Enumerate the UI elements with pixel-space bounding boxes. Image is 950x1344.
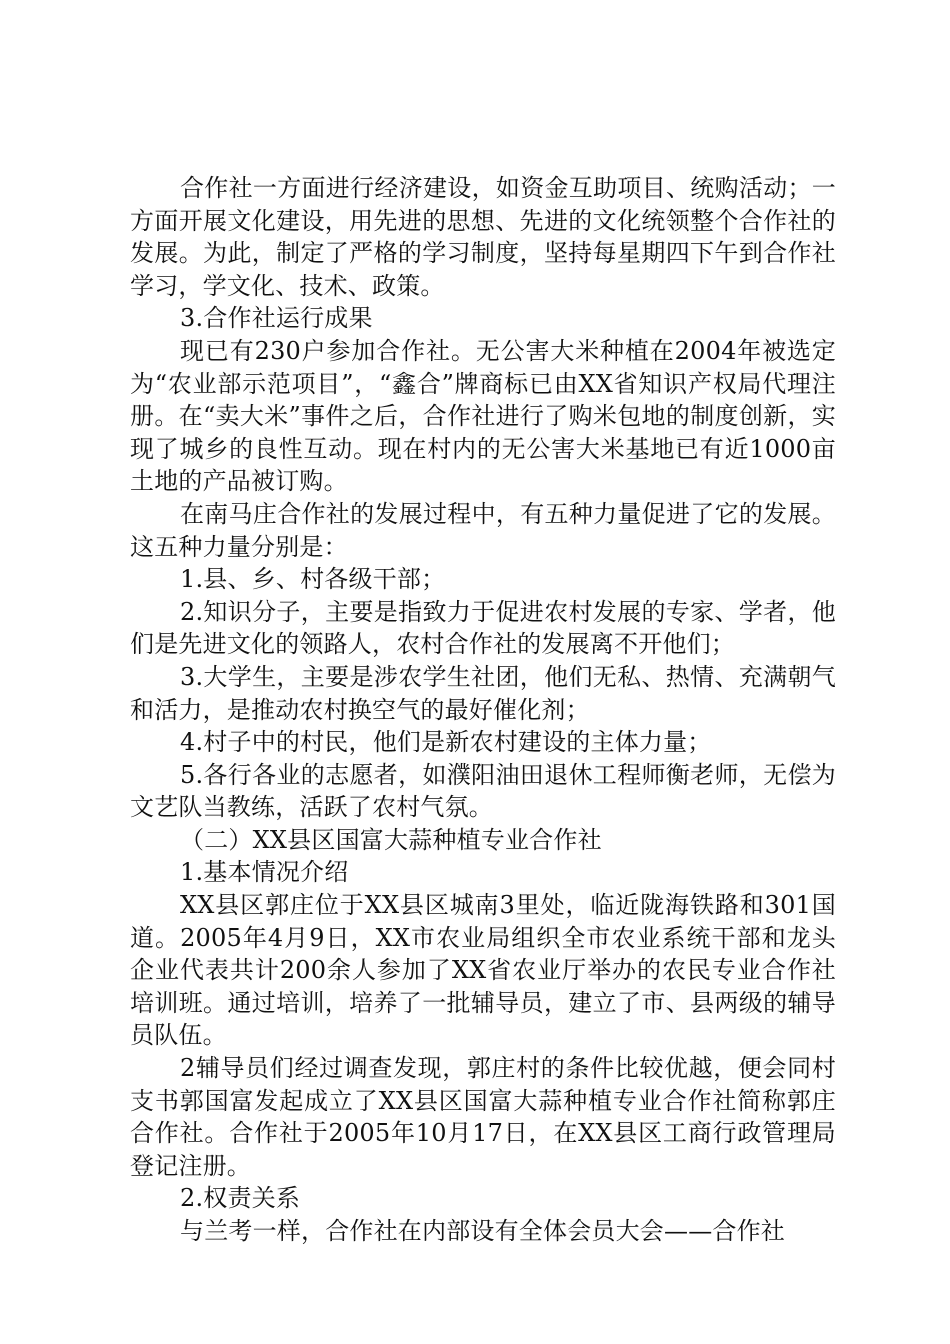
- paragraph-cooperative-culture: 合作社一方面进行经济建设，如资金互助项目、统购活动；一方面开展文化建设，用先进的思想、先进的文化统领整个合作社的发展。为此，制定了严格的学习制度，坚持每星期四下午到合作社学习，学文化、技术、政策。: [130, 174, 836, 300]
- paragraph-cooperative-founding: 2辅导员们经过调查发现，郭庄村的条件比较优越，便会同村支书郭国富发起成立了XX县区国富大蒜种植专业合作社简称郭庄合作社。合作社于2005年10月17日，在XX县区工商行政管理局登记注册。: [130, 1054, 836, 1180]
- list-item-intellectuals: 2.知识分子，主要是指致力于促进农村发展的专家、学者，他们是先进文化的领路人，农村合作社的发展离不开他们；: [130, 597, 836, 659]
- list-item-cadres: 1.县、乡、村各级干部；: [180, 565, 446, 594]
- list-item-villagers: 4.村子中的村民，他们是新农村建设的主体力量；: [180, 728, 712, 757]
- paragraph-guozhuang-location: XX县区郭庄位于XX县区城南3里处，临近陇海铁路和301国道。2005年4月9日，XX市农业局组织全市农业系统干部和龙头企业代表共计200余人参加了XX省农业厅举办的农民专业合作社培训班。通过培训，培养了一批辅导员，建立了市、县两级的辅导员队伍。: [130, 891, 836, 1050]
- heading-basic-introduction: 1.基本情况介绍: [180, 858, 349, 887]
- document-body: [130, 172, 836, 1248]
- list-item-volunteers: 5.各行各业的志愿者，如濮阳油田退休工程师衡老师，无偿为文艺队当教练，活跃了农村气氛。: [130, 760, 836, 822]
- heading-operation-results: 3.合作社运行成果: [180, 304, 373, 333]
- paragraph-five-forces-intro: 在南马庄合作社的发展过程中，有五种力量促进了它的发展。这五种力量分别是：: [130, 499, 836, 561]
- paragraph-operation-results: 现已有230户参加合作社。无公害大米种植在2004年被选定为“农业部示范项目”，“鑫合”牌商标已由XX省知识产权局代理注册。在“卖大米”事件之后，合作社进行了购米包地的制度创新，实现了城乡的良性互动。现在村内的无公害大米基地已有近1000亩土地的产品被订购。: [130, 336, 836, 496]
- paragraph-member-assembly: 与兰考一样，合作社在内部设有全体会员大会——合作社: [180, 1217, 785, 1245]
- list-item-students: 3.大学生，主要是涉农学生社团，他们无私、热情、充满朝气和活力，是推动农村换空气的最好催化剂；: [130, 662, 836, 724]
- heading-rights-responsibilities: 2.权责关系: [180, 1184, 301, 1213]
- section-heading-garlic-cooperative: （二）XX县区国富大蒜种植专业合作社: [180, 825, 602, 854]
